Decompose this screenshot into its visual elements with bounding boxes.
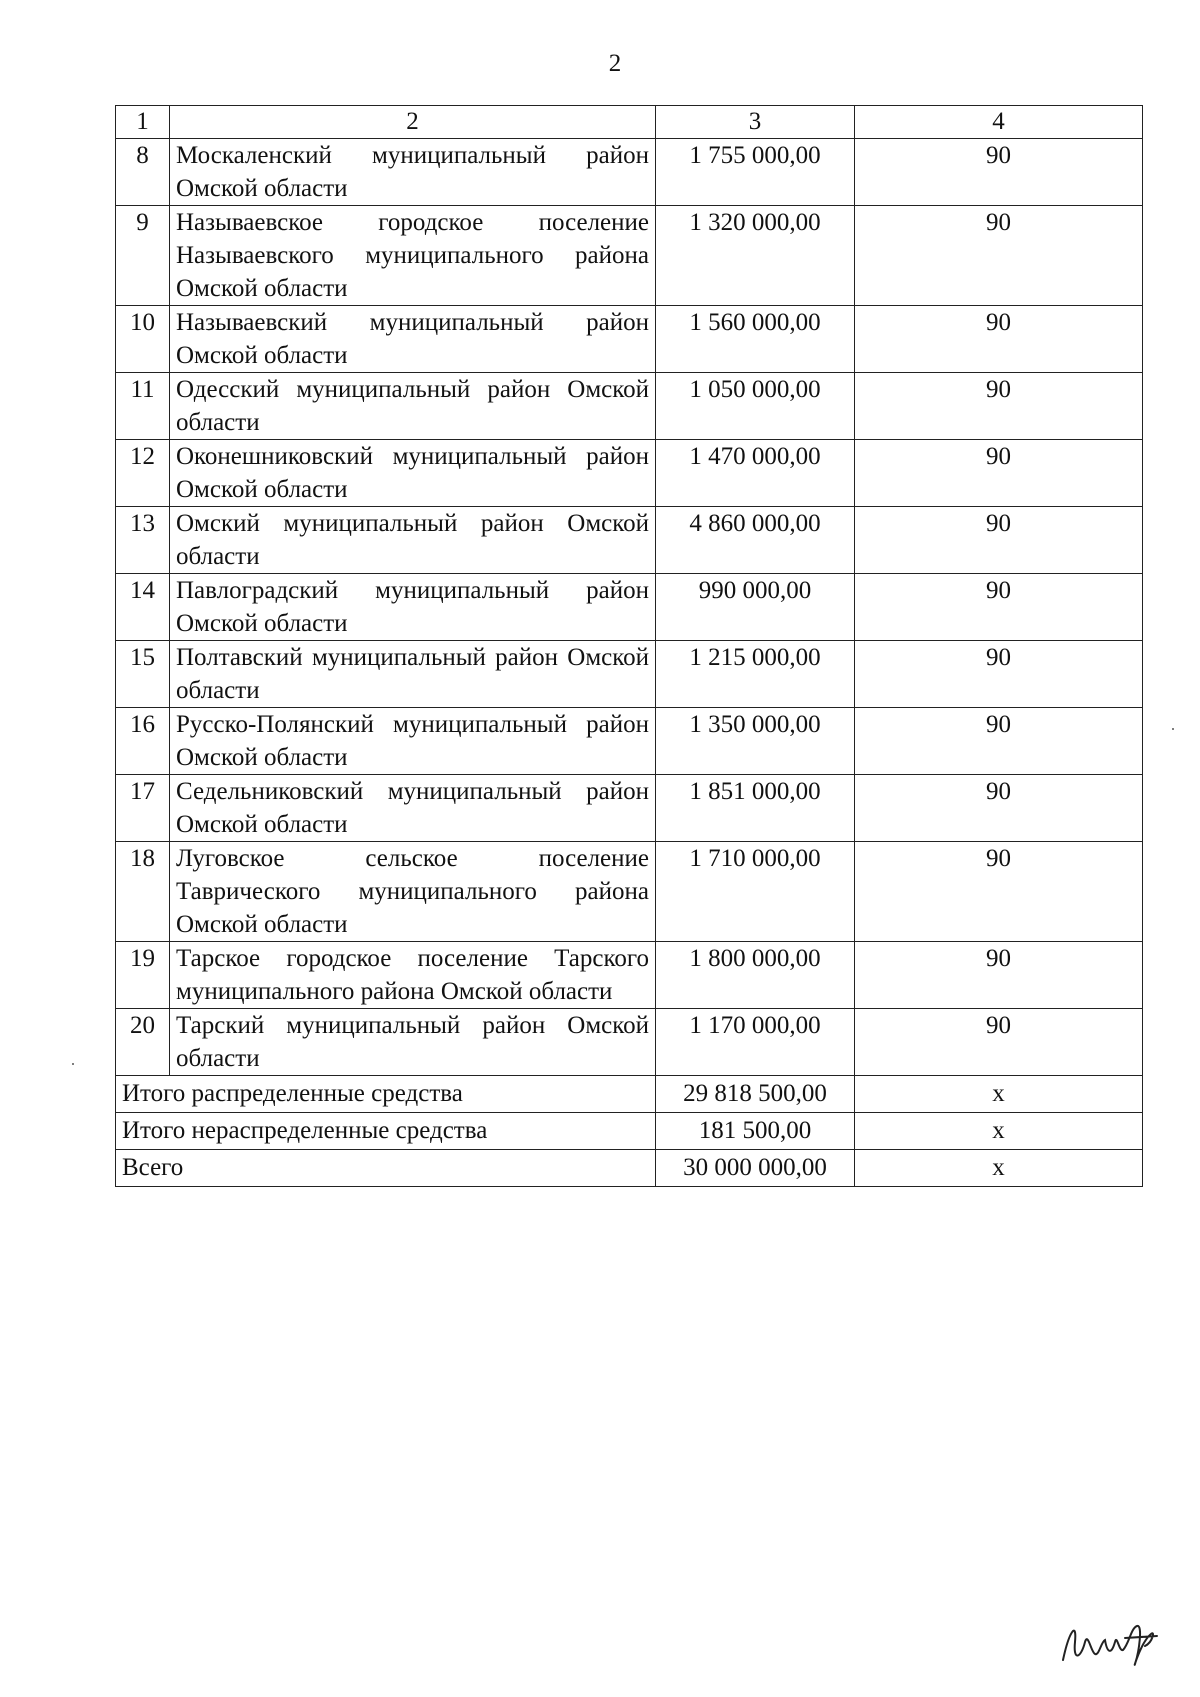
amount: 4 860 000,00 <box>656 507 855 574</box>
amount: 1 320 000,00 <box>656 206 855 306</box>
percent: 90 <box>855 775 1143 842</box>
municipality-name: Седельниковский муниципальный район Омской области <box>170 775 656 842</box>
table-row <box>116 641 1143 708</box>
amount: 1 350 000,00 <box>656 708 855 775</box>
header-cell: 4 <box>855 106 1143 139</box>
row-number: 10 <box>116 306 170 373</box>
scan-speck <box>72 1063 74 1065</box>
total-mark: х <box>855 1113 1143 1150</box>
total-label: Всего <box>116 1150 656 1187</box>
municipality-name: Русско-Полянский муниципальный район Омской области <box>170 708 656 775</box>
table-row <box>116 574 1143 641</box>
municipality-name: Называевский муниципальный район Омской области <box>170 306 656 373</box>
row-number: 18 <box>116 842 170 942</box>
municipality-name: Тарский муниципальный район Омской области <box>170 1009 656 1076</box>
total-mark: х <box>855 1076 1143 1113</box>
municipality-name: Омский муниципальный район Омской области <box>170 507 656 574</box>
percent: 90 <box>855 507 1143 574</box>
municipality-name: Москаленский муниципальный район Омской области <box>170 139 656 206</box>
amount: 1 851 000,00 <box>656 775 855 842</box>
amount: 1 050 000,00 <box>656 373 855 440</box>
amount: 1 470 000,00 <box>656 440 855 507</box>
total-amount: 30 000 000,00 <box>656 1150 855 1187</box>
row-number: 13 <box>116 507 170 574</box>
scan-speck <box>1172 728 1174 730</box>
table-row <box>116 1009 1143 1076</box>
amount: 1 170 000,00 <box>656 1009 855 1076</box>
row-number: 17 <box>116 775 170 842</box>
municipality-name: Оконешниковский муниципальный район Омской области <box>170 440 656 507</box>
row-number: 11 <box>116 373 170 440</box>
header-cell: 2 <box>170 106 656 139</box>
table-row <box>116 373 1143 440</box>
table-row <box>116 440 1143 507</box>
allocation-table <box>115 105 1143 1187</box>
percent: 90 <box>855 206 1143 306</box>
total-amount: 181 500,00 <box>656 1113 855 1150</box>
percent: 90 <box>855 842 1143 942</box>
percent: 90 <box>855 708 1143 775</box>
percent: 90 <box>855 440 1143 507</box>
row-number: 14 <box>116 574 170 641</box>
municipality-name: Луговское сельское поселение Таврического муниципального района Омской области <box>170 842 656 942</box>
table-row <box>116 306 1143 373</box>
total-label: Итого распределенные средства <box>116 1076 656 1113</box>
row-number: 9 <box>116 206 170 306</box>
table-row <box>116 942 1143 1009</box>
table-header-row <box>116 106 1143 139</box>
percent: 90 <box>855 942 1143 1009</box>
table-row <box>116 206 1143 306</box>
total-row <box>116 1076 1143 1113</box>
table-row <box>116 507 1143 574</box>
table-row <box>116 139 1143 206</box>
header-cell: 3 <box>656 106 855 139</box>
percent: 90 <box>855 373 1143 440</box>
page-number: 2 <box>608 50 622 77</box>
row-number: 15 <box>116 641 170 708</box>
municipality-name: Называевское городское поселение Называевского муниципального района Омской области <box>170 206 656 306</box>
row-number: 19 <box>116 942 170 1009</box>
row-number: 12 <box>116 440 170 507</box>
total-row <box>116 1150 1143 1187</box>
percent: 90 <box>855 306 1143 373</box>
table-row <box>116 775 1143 842</box>
total-label: Итого нераспределенные средства <box>116 1113 656 1150</box>
table-row <box>116 842 1143 942</box>
total-row <box>116 1113 1143 1150</box>
municipality-name: Полтавский муниципальный район Омской области <box>170 641 656 708</box>
percent: 90 <box>855 1009 1143 1076</box>
row-number: 16 <box>116 708 170 775</box>
total-mark: х <box>855 1150 1143 1187</box>
percent: 90 <box>855 641 1143 708</box>
amount: 990 000,00 <box>656 574 855 641</box>
total-amount: 29 818 500,00 <box>656 1076 855 1113</box>
municipality-name: Тарское городское поселение Тарского муниципального района Омской области <box>170 942 656 1009</box>
percent: 90 <box>855 574 1143 641</box>
amount: 1 560 000,00 <box>656 306 855 373</box>
municipality-name: Одесский муниципальный район Омской области <box>170 373 656 440</box>
row-number: 8 <box>116 139 170 206</box>
header-cell: 1 <box>116 106 170 139</box>
row-number: 20 <box>116 1009 170 1076</box>
signature <box>1055 1612 1165 1672</box>
amount: 1 800 000,00 <box>656 942 855 1009</box>
amount: 1 755 000,00 <box>656 139 855 206</box>
table-row <box>116 708 1143 775</box>
amount: 1 215 000,00 <box>656 641 855 708</box>
amount: 1 710 000,00 <box>656 842 855 942</box>
percent: 90 <box>855 139 1143 206</box>
table-body <box>116 106 1143 1187</box>
municipality-name: Павлоградский муниципальный район Омской области <box>170 574 656 641</box>
